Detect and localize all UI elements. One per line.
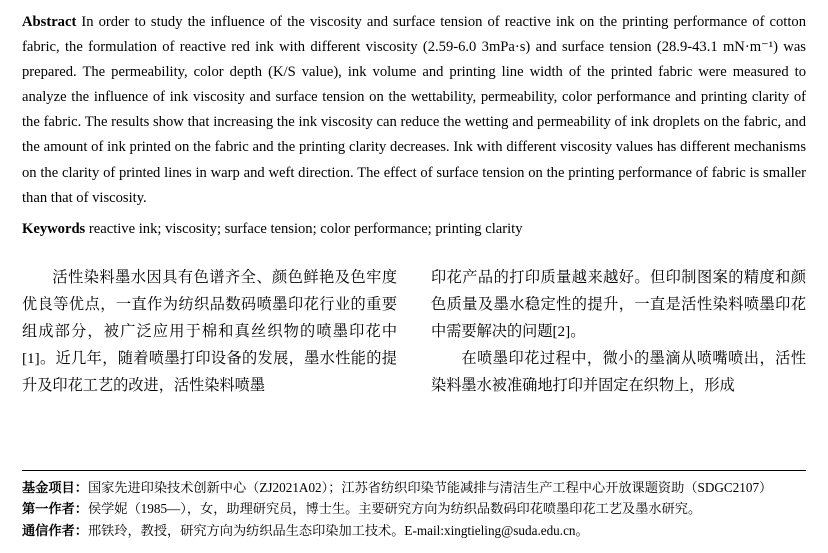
footnote-corresponding-author (22, 520, 806, 541)
keywords-section (22, 217, 806, 242)
body-paragraph: 活性染料墨水因具有色谱齐全、颜色鲜艳及色牢度优良等优点，一直作为纺织品数码喷墨印花行业的重要组成部分，被广泛应用于棉和真丝织物的喷墨印花中[1]。近几年，随着喷墨打印设备的发展，墨水性能的提升及印花工艺的改进，活性染料喷墨 (22, 268, 397, 395)
body-paragraph: 印花产品的打印质量越来越好。但印制图案的精度和颜色质量及墨水稳定性的提升，一直是活性染料喷墨印花中需要解决的问题[2]。 (431, 268, 806, 340)
footnote-first-author-label: 第一作者： (22, 501, 88, 517)
footnote-first-author-text: 侯学妮（1985—），女，助理研究员，博士生。主要研究方向为纺织品数码印花喷墨印花工艺及墨水研究。 (87, 501, 702, 517)
body-left-column (22, 264, 397, 399)
abstract-text: In order to study the influence of the viscosity and surface tension of reactive ink on the printing performance of cotton fabric, the formulation of reactive red ink with different viscosity (2.59-6.0 3mPa·s) and surface tension (28.9-43.1 mN·m⁻¹) was prepared. The permeability, color depth (K/S value), ink volume and printing line width of the printed fabric were measured to analyze the influence of ink viscosity and surface tension on the wettability, permeability, color performance and printing clarity of the fabric. The results show that increasing the ink viscosity can reduce the wetting and permeability of ink droplets on the fabric, and the amount of ink printed on the fabric and the printing clarity decreases. Ink with different viscosity values has different mechanisms on the clarity of printed lines in warp and weft direction. The effect of surface tension on the printing performance of fabric is smaller than that of viscosity. (22, 14, 806, 206)
footnote-corresponding-author-label: 通信作者： (22, 522, 88, 538)
footnote-divider (22, 470, 806, 471)
body-paragraph: 在喷墨印花过程中，微小的墨滴从喷嘴喷出，活性染料墨水被准确地打印并固定在织物上，形成 (431, 349, 806, 395)
footnote-funding (22, 477, 806, 498)
footnote-first-author (22, 498, 806, 519)
body-right-column (431, 264, 806, 399)
footnote-area (22, 470, 806, 541)
abstract-label: Abstract (22, 14, 77, 30)
footnote-funding-label: 基金项目： (22, 479, 88, 495)
abstract-section (22, 10, 806, 211)
footnote-corresponding-author-text: 邢铁玲，教授，研究方向为纺织品生态印染加工技术。E-mail:xingtieling@suda.edu.cn。 (87, 522, 589, 538)
footnote-funding-text: 国家先进印染技术创新中心（ZJ2021A02）；江苏省纺织印染节能减排与清洁生产工程中心开放课题资助（SDGC2107） (87, 479, 773, 495)
body-columns (22, 264, 806, 399)
keywords-label: Keywords (22, 220, 86, 237)
keywords-text: reactive ink; viscosity; surface tension; color performance; printing clarity (88, 220, 523, 237)
